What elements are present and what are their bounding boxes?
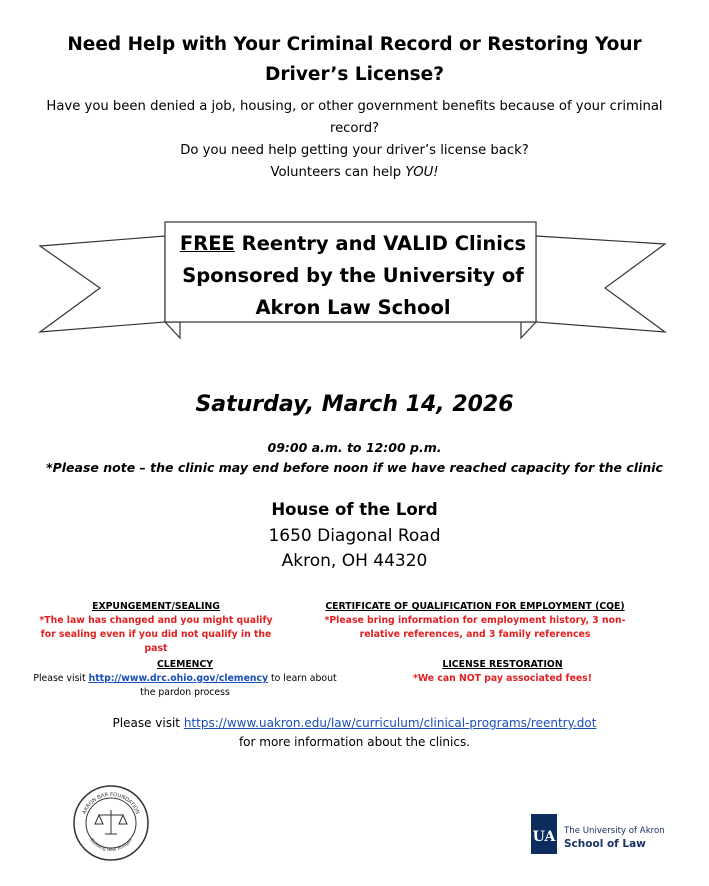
more-info-line-1 xyxy=(0,714,709,733)
venue-address-line-2: Akron, OH 44320 xyxy=(281,551,428,571)
ua-logo-line-1: The University of Akron xyxy=(564,826,665,836)
page-heading: Need Help with Your Criminal Record or Restoring Your Driver’s License? xyxy=(67,34,642,85)
event-date: Saturday, March 14, 2026 xyxy=(195,392,514,417)
clemency-block xyxy=(30,658,340,700)
intro-line-3-prefix: Volunteers can help xyxy=(270,165,406,180)
more-info xyxy=(0,714,709,752)
banner-title-rest: Reentry and VALID Clinics Sponsored by the University of Akron Law School xyxy=(182,232,527,319)
clemency-title: CLEMENCY xyxy=(156,659,214,670)
ribbon-right-fold xyxy=(521,322,536,338)
ua-logo-letters: UA xyxy=(532,829,556,845)
reentry-link[interactable]: https://www.uakron.edu/law/curriculum/clinical-programs/reentry.dot xyxy=(183,716,597,730)
cqe-note: *Please bring information for employment history, 3 non-relative references, and 3 family references xyxy=(324,615,626,640)
venue-address-line-1: 1650 Diagonal Road xyxy=(268,526,441,546)
expungement-note: *The law has changed and you might qualify for sealing even if you did not qualify in the past xyxy=(39,615,273,654)
clemency-link[interactable]: http://www.drc.ohio.gov/clemency xyxy=(88,673,269,684)
intro-line-3 xyxy=(30,162,679,184)
ribbon-right-tail xyxy=(536,236,665,332)
banner-free: FREE xyxy=(179,232,235,255)
ribbon-left-fold xyxy=(165,322,180,338)
license-block xyxy=(400,658,605,686)
expungement-block xyxy=(34,600,278,656)
banner-title xyxy=(168,228,538,324)
intro-line-2: Do you need help getting your driver’s license back? xyxy=(180,143,529,158)
clemency-post: to learn about the pardon process xyxy=(140,673,337,698)
clemency-pre: Please visit xyxy=(33,673,89,684)
expungement-title: EXPUNGEMENT/SEALING xyxy=(92,601,220,612)
ua-logo-mark xyxy=(531,814,557,854)
clemency-text xyxy=(30,672,340,700)
seal-top-text: AKRON BAR FOUNDATION xyxy=(81,791,141,816)
license-note: *We can NOT pay associated fees! xyxy=(413,673,592,684)
event-time: 09:00 a.m. to 12:00 p.m. xyxy=(267,440,442,455)
cqe-block xyxy=(312,600,638,642)
license-title: LICENSE RESTORATION xyxy=(442,659,563,670)
ua-logo-text xyxy=(564,825,665,851)
venue-name: House of the Lord xyxy=(271,500,438,519)
ua-logo-line-2: School of Law xyxy=(564,838,646,850)
capacity-note: *Please note – the clinic may end before noon if we have reached capacity for the clinic xyxy=(46,460,663,475)
ribbon-left-tail xyxy=(40,236,165,332)
intro-emphasis: YOU! xyxy=(405,165,439,180)
intro-line-1: Have you been denied a job, housing, or other government benefits because of your criminal record? xyxy=(46,99,663,136)
cqe-title: CERTIFICATE OF QUALIFICATION FOR EMPLOYMENT (CQE) xyxy=(325,601,625,612)
more-info-line-2: for more information about the clinics. xyxy=(238,735,471,749)
seal-bottom-text: Building New Bridges xyxy=(88,837,134,854)
more-info-pre: Please visit xyxy=(112,716,184,730)
intro-text xyxy=(30,96,679,184)
akron-bar-foundation-seal xyxy=(72,784,150,862)
